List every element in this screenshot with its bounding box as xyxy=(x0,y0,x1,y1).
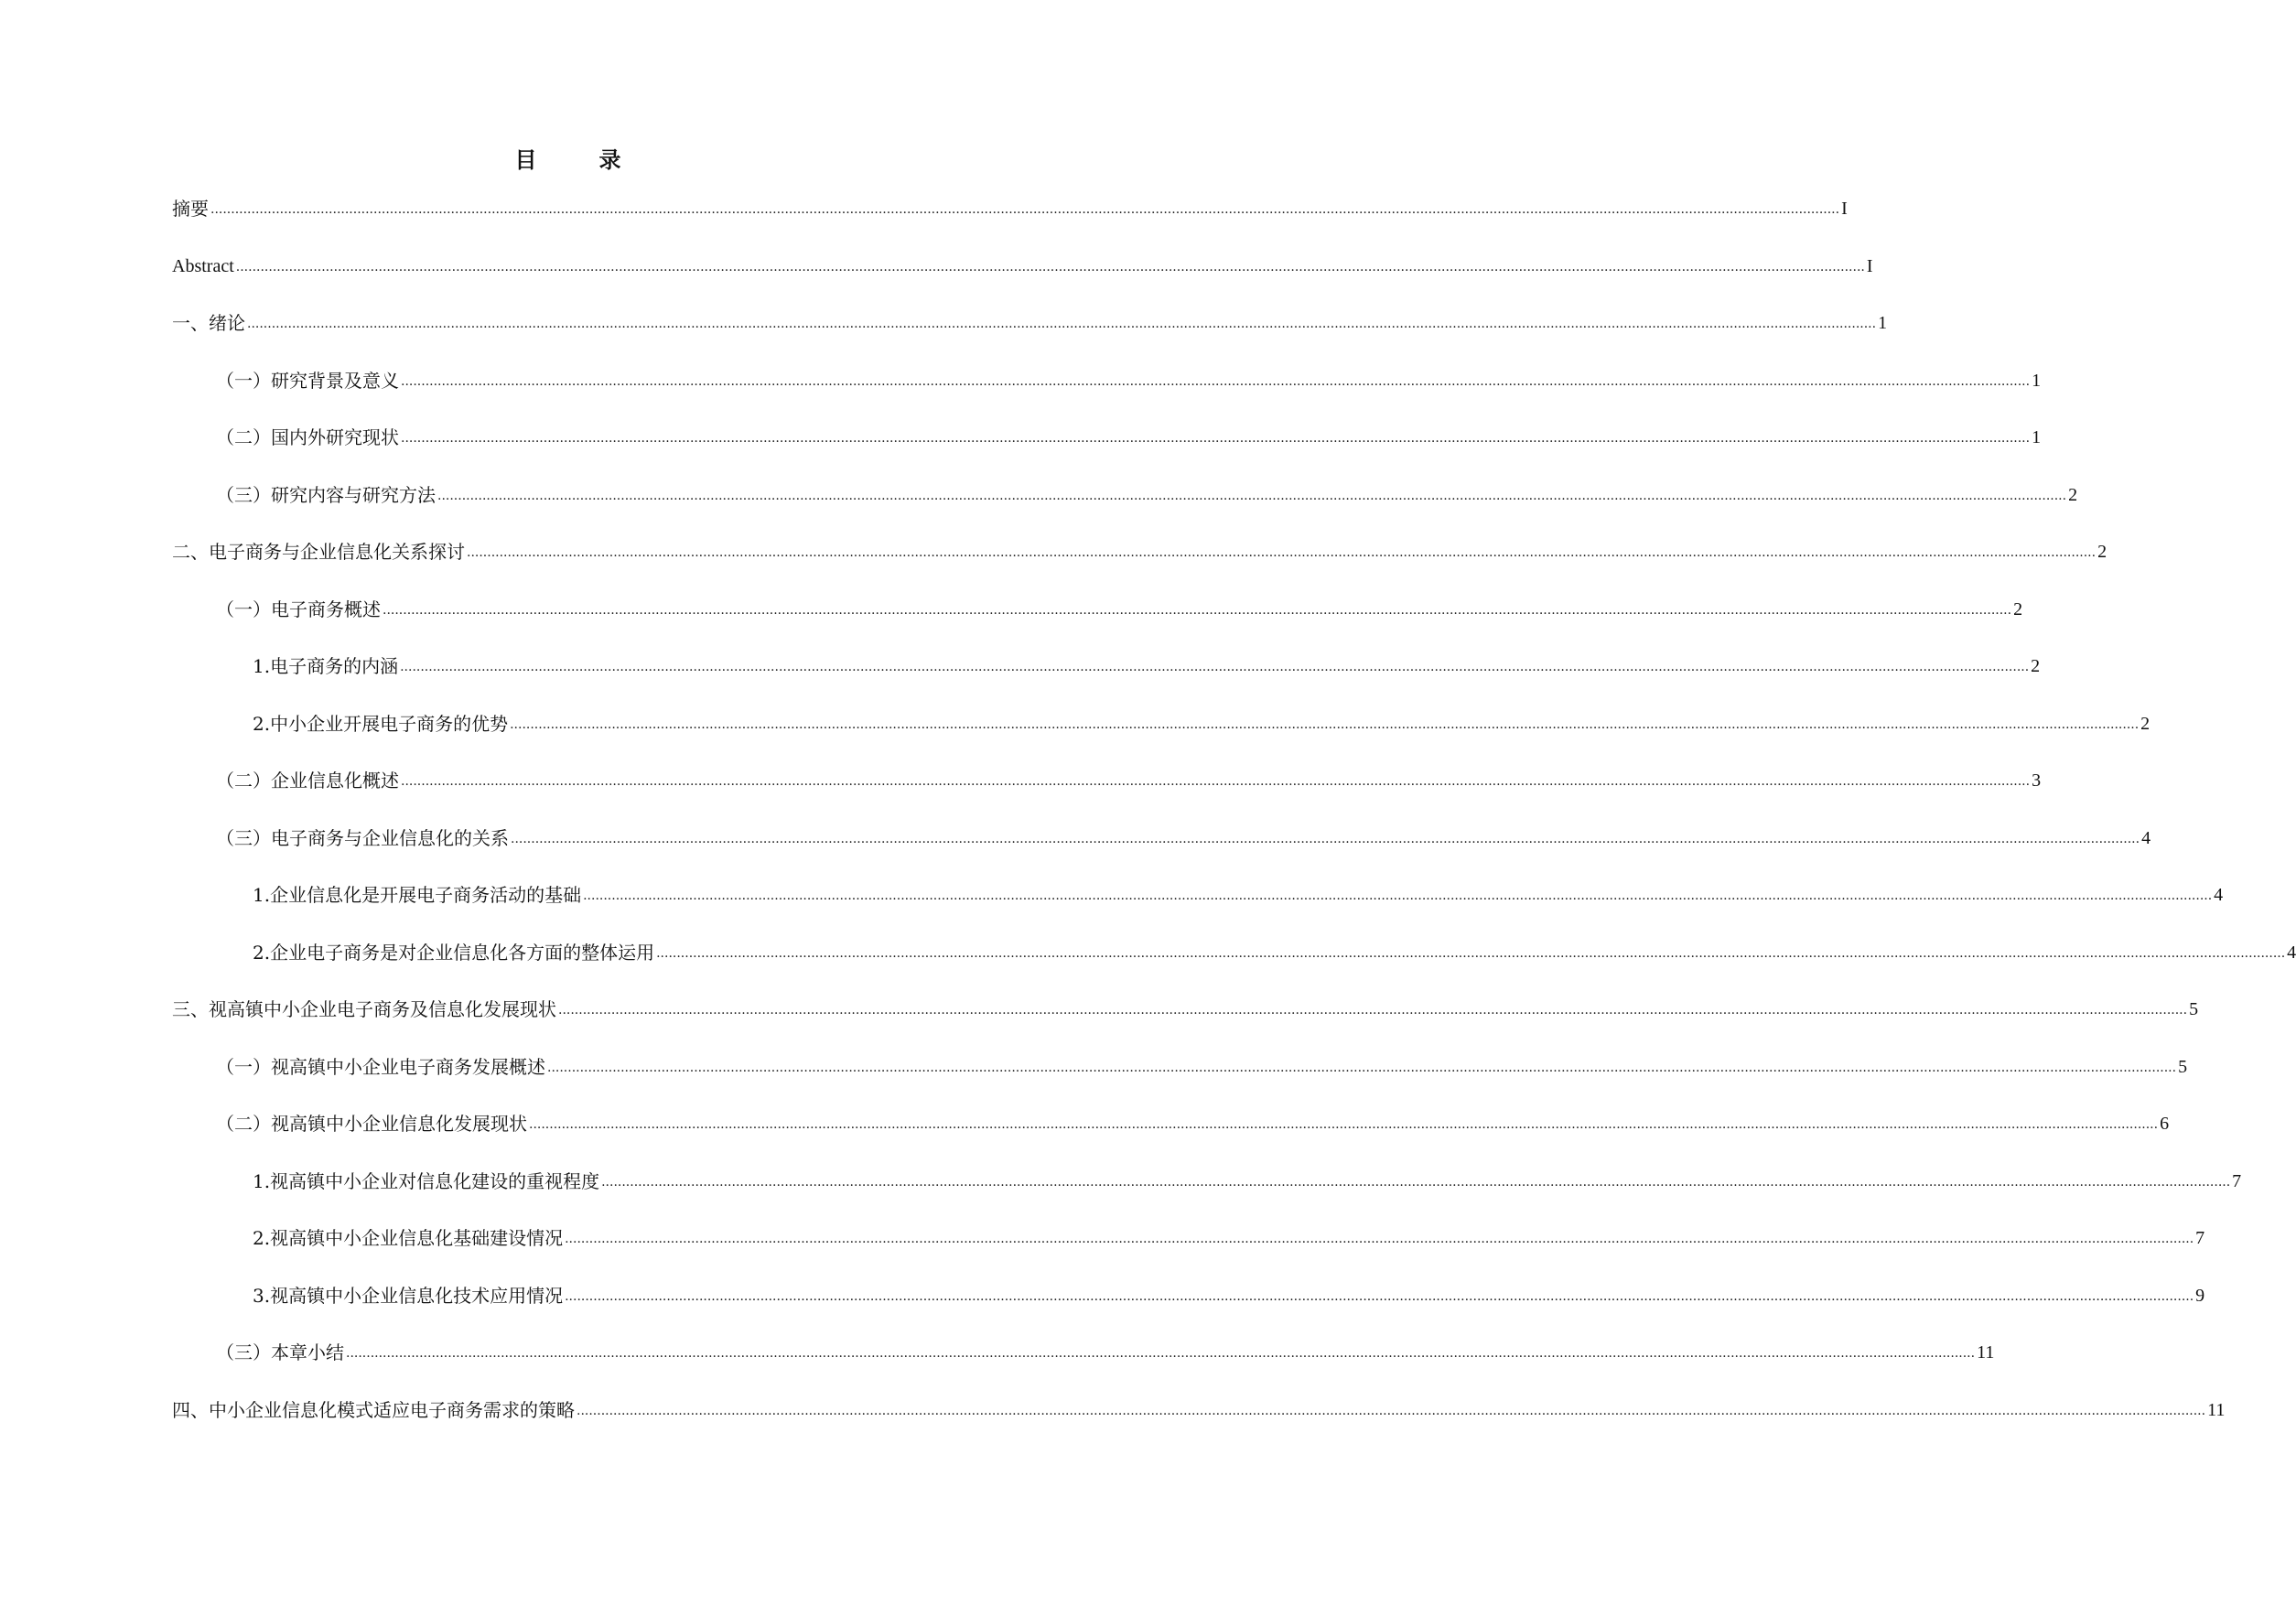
toc-leader-dots: ................................................................................................................................................................................................................................................................................................................................................................................................................ xyxy=(656,946,2286,961)
toc-leader-dots: ................................................................................................................................................................................................................................................................................................................................................................................................................ xyxy=(401,431,2031,446)
toc-entry-label: 2.企业电子商务是对企业信息化各方面的整体运用 xyxy=(253,942,655,964)
toc-entry-label: （二）企业信息化概述 xyxy=(216,770,399,792)
toc-entry-label: 四、中小企业信息化模式适应电子商务需求的策略 xyxy=(172,1399,575,1421)
toc-entry[interactable] xyxy=(216,364,2042,392)
toc-entry-label: Abstract xyxy=(172,256,234,276)
toc-leader-dots: ................................................................................................................................................................................................................................................................................................................................................................................................................ xyxy=(401,774,2031,789)
toc-entry[interactable] xyxy=(216,822,2151,849)
toc-entry[interactable] xyxy=(253,707,2150,735)
toc-entry-label: （二）国内外研究现状 xyxy=(216,426,399,448)
toc-entry-label: 摘要 xyxy=(172,198,209,220)
toc-entry-label: 一、绪论 xyxy=(172,312,245,334)
toc-entry[interactable] xyxy=(216,764,2042,792)
toc-entry-page: 2 xyxy=(2068,485,2078,505)
toc-entry[interactable] xyxy=(172,1394,2226,1421)
toc-leader-dots: ................................................................................................................................................................................................................................................................................................................................................................................................................ xyxy=(565,1289,2194,1304)
toc-entry-page: 1 xyxy=(1878,313,1888,333)
toc-entry-page: 5 xyxy=(2178,1057,2188,1077)
toc-entry-page: 9 xyxy=(2195,1286,2205,1306)
toc-entry-page: I xyxy=(1841,199,1848,219)
toc-entry-label: （一）电子商务概述 xyxy=(216,598,381,620)
toc-entry-page: 3 xyxy=(2032,770,2042,791)
toc-entry-label: 三、视高镇中小企业电子商务及信息化发展现状 xyxy=(172,998,556,1020)
toc-entry-label: 二、电子商务与企业信息化关系探讨 xyxy=(172,541,465,563)
toc-leader-dots: ................................................................................................................................................................................................................................................................................................................................................................................................................ xyxy=(437,489,2067,503)
toc-entry-label: 2.中小企业开展电子商务的优势 xyxy=(253,713,509,735)
toc-leader-dots: ................................................................................................................................................................................................................................................................................................................................................................................................................ xyxy=(247,317,1877,331)
toc-entry-page: 2 xyxy=(2013,599,2023,619)
toc-leader-dots: ................................................................................................................................................................................................................................................................................................................................................................................................................ xyxy=(383,603,2012,618)
toc-entry[interactable] xyxy=(216,1107,2170,1135)
toc-entry[interactable] xyxy=(216,421,2042,448)
toc-entry[interactable] xyxy=(253,1222,2205,1249)
toc-entry-label: （三）电子商务与企业信息化的关系 xyxy=(216,827,509,849)
toc-entry-page: 4 xyxy=(2214,885,2224,905)
toc-leader-dots: ................................................................................................................................................................................................................................................................................................................................................................................................................ xyxy=(565,1232,2194,1246)
toc-entry[interactable] xyxy=(172,993,2199,1020)
toc-entry-label: （三）研究内容与研究方法 xyxy=(216,484,436,506)
toc-entry-page: 2 xyxy=(2097,542,2107,562)
toc-entry[interactable] xyxy=(172,192,1848,220)
toc-leader-dots: ................................................................................................................................................................................................................................................................................................................................................................................................................ xyxy=(510,717,2140,732)
toc-entry-label: （二）视高镇中小企业信息化发展现状 xyxy=(216,1113,527,1135)
toc-entry-label: （一）视高镇中小企业电子商务发展概述 xyxy=(216,1056,545,1078)
toc-entry-page: 4 xyxy=(2287,943,2296,963)
toc-entry-label: 1.视高镇中小企业对信息化建设的重视程度 xyxy=(253,1170,600,1192)
toc-leader-dots: ................................................................................................................................................................................................................................................................................................................................................................................................................ xyxy=(401,374,2031,389)
toc-entry-page: 11 xyxy=(2207,1400,2226,1420)
toc-entry-page: 5 xyxy=(2189,999,2199,1019)
toc-entry[interactable] xyxy=(253,1165,2242,1192)
toc-entry[interactable] xyxy=(216,1050,2188,1078)
toc-entry-page: 7 xyxy=(2195,1228,2205,1248)
toc-entry-label: 3.视高镇中小企业信息化技术应用情况 xyxy=(253,1285,564,1307)
toc-leader-dots: ................................................................................................................................................................................................................................................................................................................................................................................................................ xyxy=(467,545,2097,560)
toc-title: 目 录 xyxy=(514,147,641,173)
toc-entry-page: 4 xyxy=(2141,828,2151,848)
toc-entry-label: 2.视高镇中小企业信息化基础建设情况 xyxy=(253,1227,564,1249)
toc-entry[interactable] xyxy=(216,593,2023,620)
toc-entry[interactable] xyxy=(253,650,2041,677)
toc-entry-label: 1.电子商务的内涵 xyxy=(253,655,399,677)
toc-entry-page: I xyxy=(1866,256,1873,276)
toc-entry-page: 1 xyxy=(2032,427,2042,447)
toc-entry[interactable] xyxy=(172,535,2107,563)
toc-entry[interactable] xyxy=(253,878,2224,906)
toc-entry-page: 2 xyxy=(2031,656,2041,676)
toc-leader-dots: ................................................................................................................................................................................................................................................................................................................................................................................................................ xyxy=(511,832,2140,846)
toc-leader-dots: ................................................................................................................................................................................................................................................................................................................................................................................................................ xyxy=(529,1117,2159,1132)
toc-entry[interactable] xyxy=(253,1279,2205,1307)
toc-leader-dots: ................................................................................................................................................................................................................................................................................................................................................................................................................ xyxy=(235,260,1865,275)
toc-entry-page: 1 xyxy=(2032,371,2042,391)
toc-leader-dots: ................................................................................................................................................................................................................................................................................................................................................................................................................ xyxy=(400,660,2030,674)
toc-entry-page: 2 xyxy=(2140,714,2150,734)
toc-entry-page: 7 xyxy=(2232,1171,2242,1191)
toc-entry-label: （一）研究背景及意义 xyxy=(216,370,399,392)
toc-entry-page: 11 xyxy=(1977,1342,1995,1363)
toc-leader-dots: ................................................................................................................................................................................................................................................................................................................................................................................................................ xyxy=(601,1175,2231,1190)
toc-entry[interactable] xyxy=(216,479,2078,506)
toc-entry-label: 1.企业信息化是开展电子商务活动的基础 xyxy=(253,884,582,906)
toc-entry[interactable] xyxy=(253,936,2296,964)
toc-leader-dots: ................................................................................................................................................................................................................................................................................................................................................................................................................ xyxy=(558,1003,2188,1018)
toc-leader-dots: ................................................................................................................................................................................................................................................................................................................................................................................................................ xyxy=(583,889,2213,903)
toc-leader-dots: ................................................................................................................................................................................................................................................................................................................................................................................................................ xyxy=(346,1346,1976,1361)
toc-leader-dots: ................................................................................................................................................................................................................................................................................................................................................................................................................ xyxy=(210,202,1840,217)
toc-entry[interactable] xyxy=(172,250,1873,277)
toc-leader-dots: ................................................................................................................................................................................................................................................................................................................................................................................................................ xyxy=(577,1404,2206,1418)
toc-entry[interactable] xyxy=(172,307,1888,334)
toc-entry-label: （三）本章小结 xyxy=(216,1341,344,1363)
toc-entry-page: 6 xyxy=(2160,1114,2170,1134)
toc-entry[interactable] xyxy=(216,1336,1995,1363)
toc-leader-dots: ................................................................................................................................................................................................................................................................................................................................................................................................................ xyxy=(547,1061,2177,1075)
